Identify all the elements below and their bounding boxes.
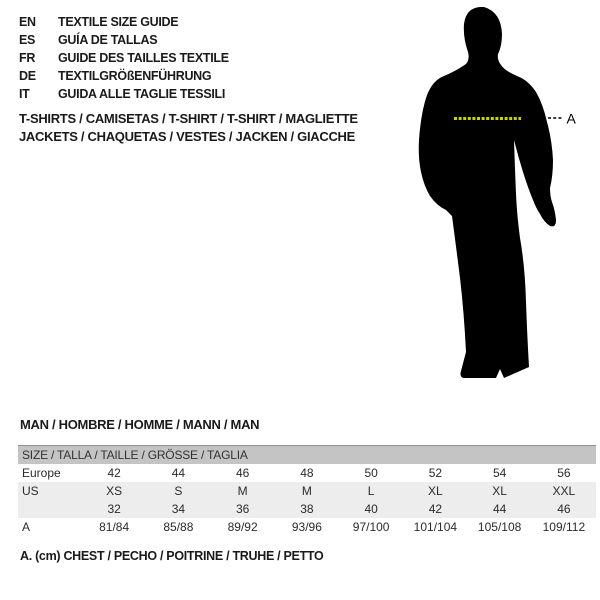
table-row-us [18, 482, 596, 500]
size-value: S [174, 484, 183, 498]
language-row [19, 13, 229, 31]
size-value: 46 [235, 466, 250, 480]
row-label: A [22, 520, 31, 534]
language-row [19, 67, 229, 85]
size-value: 32 [107, 502, 121, 516]
size-value: 56 [557, 466, 571, 480]
row-label: Europe [22, 466, 61, 480]
size-value: 46 [557, 502, 571, 516]
language-row [19, 31, 229, 49]
row-label: US [22, 484, 39, 498]
size-value: 54 [492, 466, 507, 480]
size-value: 52 [428, 466, 443, 480]
language-title: TEXTILE SIZE GUIDE [58, 15, 179, 29]
size-value: 38 [300, 502, 314, 516]
size-value: 81/84 [99, 520, 130, 534]
language-code: IT [19, 87, 30, 101]
size-value: 42 [428, 502, 443, 516]
size-value: XS [106, 484, 123, 498]
table-row-numeric [18, 500, 596, 518]
size-value: 34 [171, 502, 186, 516]
language-row [19, 85, 229, 103]
measure-label-a: A [566, 110, 576, 127]
category-jackets: JACKETS / CHAQUETAS / VESTES / JACKEN / GIACCHE [19, 129, 355, 144]
man-silhouette-figure [400, 0, 600, 400]
size-value: 42 [107, 466, 121, 480]
size-value: 105/108 [477, 520, 522, 534]
size-value: M [237, 484, 248, 498]
size-value: L [367, 484, 375, 498]
language-title: TEXTILGRÖßENFÜHRUNG [58, 69, 212, 83]
size-value: 101/104 [413, 520, 458, 534]
size-value: XXL [552, 484, 576, 498]
size-value: 85/88 [163, 520, 194, 534]
language-title: GUIDA ALLE TAGLIE TESSILI [58, 87, 226, 101]
size-value: 40 [364, 502, 378, 516]
table-row-europe [18, 464, 596, 482]
size-value: 93/96 [291, 520, 322, 534]
size-value: XL [428, 484, 443, 498]
language-title: GUÍA DE TALLAS [58, 33, 158, 47]
gender-heading: MAN / HOMBRE / HOMME / MANN / MAN [20, 417, 260, 432]
size-table-header: SIZE / TALLA / TAILLE / GRÖSSE / TAGLIA [18, 446, 596, 464]
language-code: DE [19, 69, 36, 83]
measurement-footnote: A. (cm) CHEST / PECHO / POITRINE / TRUHE / PETTO [20, 549, 324, 563]
size-value: 44 [171, 466, 186, 480]
language-code: ES [19, 33, 36, 47]
language-row [19, 49, 229, 67]
size-value: 44 [492, 502, 507, 516]
size-value: 109/112 [542, 520, 586, 534]
man-silhouette [419, 7, 556, 378]
language-title: GUIDE DES TAILLES TEXTILE [58, 51, 229, 65]
row-label [18, 500, 82, 518]
size-value: 89/92 [227, 520, 258, 534]
category-tshirts: T-SHIRTS / CAMISETAS / T-SHIRT / T-SHIRT / MAGLIETTE [19, 111, 358, 126]
language-code: FR [19, 51, 36, 65]
language-code: EN [19, 15, 36, 29]
category-lines [19, 110, 358, 146]
size-value: M [301, 484, 312, 498]
table-row-chest-cm [18, 518, 596, 536]
size-value: XL [492, 484, 507, 498]
size-table [18, 445, 596, 536]
size-value: 50 [364, 466, 378, 480]
size-value: 36 [235, 502, 250, 516]
size-value: 97/100 [352, 520, 390, 534]
language-title-list [19, 13, 229, 103]
size-value: 48 [300, 466, 314, 480]
